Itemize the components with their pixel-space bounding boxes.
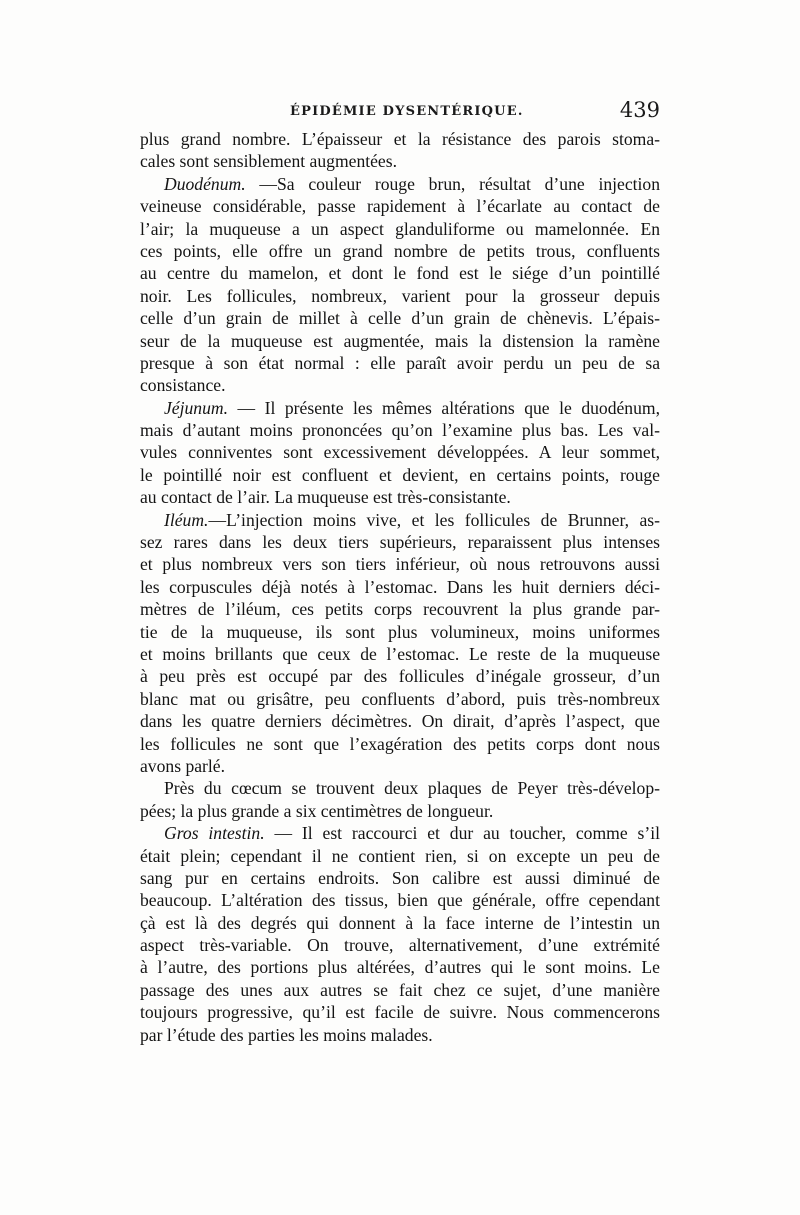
text-line: [140, 441, 660, 463]
text-line: [140, 509, 660, 531]
text-line: [140, 800, 660, 822]
text-line: [140, 733, 660, 755]
line-text: — Il est raccourci et dur au toucher, comme s’il: [264, 823, 660, 844]
line-text: —Sa couleur rouge brun, résultat d’une injection: [245, 173, 660, 194]
page-header: [140, 98, 660, 124]
text-line: [140, 912, 660, 934]
line-text: mètres de l’iléum, ces petits corps recouvrent la plus grande par-: [140, 599, 660, 620]
text-line: [140, 486, 660, 508]
text-line: [140, 956, 660, 978]
line-text: — Il présente les mêmes altérations que le duodénum,: [228, 397, 660, 418]
text-line: [140, 464, 660, 486]
text-line: [140, 307, 660, 329]
line-text: sang pur en certains endroits. Son calibre est aussi diminué de: [140, 867, 660, 888]
text-line: [140, 777, 660, 799]
line-text: au contact de l’air. La muqueuse est très-consistante.: [140, 487, 511, 508]
line-text: seur de la muqueuse est augmentée, mais la distension la ramène: [140, 330, 660, 351]
text-line: [140, 934, 660, 956]
text-line: [140, 867, 660, 889]
line-text: celle d’un grain de millet à celle d’un grain de chènevis. L’épais-: [140, 308, 660, 329]
text-line: [140, 1024, 660, 1046]
line-text: à l’autre, des portions plus altérées, d’autres qui le sont moins. Le: [140, 957, 660, 978]
text-line: [140, 621, 660, 643]
line-text: tie de la muqueuse, ils sont plus volumineux, moins uniformes: [140, 621, 660, 642]
line-text: avons parlé.: [140, 755, 226, 776]
text-line: [140, 822, 660, 844]
line-text: ces points, elle offre un grand nombre de petits trous, confluents: [140, 240, 660, 261]
line-text: mais d’autant moins prononcées qu’on l’examine plus bas. Les val-: [140, 420, 660, 441]
text-line: [140, 397, 660, 419]
line-text: beaucoup. L’altération des tissus, bien que générale, offre cependant: [140, 890, 660, 911]
text-line: [140, 979, 660, 1001]
line-text: çà est là des degrés qui donnent à la face interne de l’intestin un: [140, 912, 660, 933]
text-line: [140, 352, 660, 374]
text-line: [140, 889, 660, 911]
line-text: par l’étude des parties les moins malades.: [140, 1024, 433, 1045]
line-text: consistance.: [140, 375, 226, 396]
text-line: [140, 553, 660, 575]
line-text: sez rares dans les deux tiers supérieurs, reparaissent plus intenses: [140, 532, 660, 553]
text-line: [140, 195, 660, 217]
text-line: [140, 1001, 660, 1023]
page-number: 439: [619, 98, 660, 122]
line-text: plus grand nombre. L’épaisseur et la résistance des parois stoma-: [140, 129, 660, 149]
line-text: dans les quatre derniers décimètres. On dirait, d’après l’aspect, que: [140, 711, 660, 732]
text-line: [140, 128, 660, 150]
line-text: et plus nombreux vers son tiers inférieur, où nous retrouvons aussi: [140, 554, 660, 575]
text-line: [140, 330, 660, 352]
line-text: veineuse considérable, passe rapidement à l’écarlate au contact de: [140, 196, 660, 217]
text-line: [140, 240, 660, 262]
line-text: l’air; la muqueuse a un aspect glanduliforme ou mamelonnée. En: [140, 218, 660, 239]
line-text: Près du cœcum se trouvent deux plaques de Peyer très-dévelop-: [164, 778, 660, 799]
line-text: les corpuscules déjà notés à l’estomac. Dans les huit derniers déci-: [140, 576, 660, 597]
text-line: [140, 845, 660, 867]
line-text: vules conniventes sont excessivement développées. A leur sommet,: [140, 442, 660, 463]
section-heading: Gros intestin.: [164, 823, 265, 844]
text-line: [140, 665, 660, 687]
line-text: pées; la plus grande a six centimètres de longueur.: [140, 800, 494, 821]
text-line: [140, 576, 660, 598]
line-text: toujours progressive, qu’il est facile de suivre. Nous commencerons: [140, 1002, 660, 1023]
line-text: —L’injection moins vive, et les follicules de Brunner, as-: [208, 509, 660, 530]
text-line: [140, 755, 660, 777]
text-line: [140, 688, 660, 710]
line-text: était plein; cependant il ne contient rien, si on excepte un peu de: [140, 845, 660, 866]
text-line: [140, 173, 660, 195]
line-text: au centre du mamelon, et dont le fond est le siége d’un pointillé: [140, 263, 660, 284]
text-line: [140, 710, 660, 732]
text-line: [140, 643, 660, 665]
running-title: ÉPIDÉMIE DYSENTÉRIQUE.: [290, 104, 524, 119]
text-line: [140, 218, 660, 240]
text-line: [140, 419, 660, 441]
text-line: [140, 285, 660, 307]
line-text: cales sont sensiblement augmentées.: [140, 151, 397, 172]
line-text: passage des unes aux autres se fait chez ce sujet, d’une manière: [140, 979, 660, 1000]
body-text: [140, 128, 660, 1046]
text-line: [140, 262, 660, 284]
line-text: presque à son état normal : elle paraît avoir perdu un peu de sa: [140, 352, 660, 373]
section-heading: Duodénum.: [164, 173, 246, 194]
text-line: [140, 531, 660, 553]
line-text: noir. Les follicules, nombreux, varient pour la grosseur depuis: [140, 285, 660, 306]
text-line: [140, 374, 660, 396]
line-text: blanc mat ou grisâtre, peu confluents d’abord, puis très-nombreux: [140, 688, 660, 709]
line-text: et moins brillants que ceux de l’estomac. Le reste de la muqueuse: [140, 643, 660, 664]
text-line: [140, 150, 660, 172]
line-text: à peu près est occupé par des follicules d’inégale grosseur, d’un: [140, 666, 660, 687]
section-heading: Iléum.: [164, 509, 209, 530]
text-line: [140, 598, 660, 620]
line-text: les follicules ne sont que l’exagération des petits corps dont nous: [140, 733, 660, 754]
line-text: aspect très-variable. On trouve, alternativement, d’une extrémité: [140, 935, 660, 956]
line-text: le pointillé noir est confluent et devient, en certains points, rouge: [140, 464, 660, 485]
section-heading: Jéjunum.: [164, 397, 229, 418]
